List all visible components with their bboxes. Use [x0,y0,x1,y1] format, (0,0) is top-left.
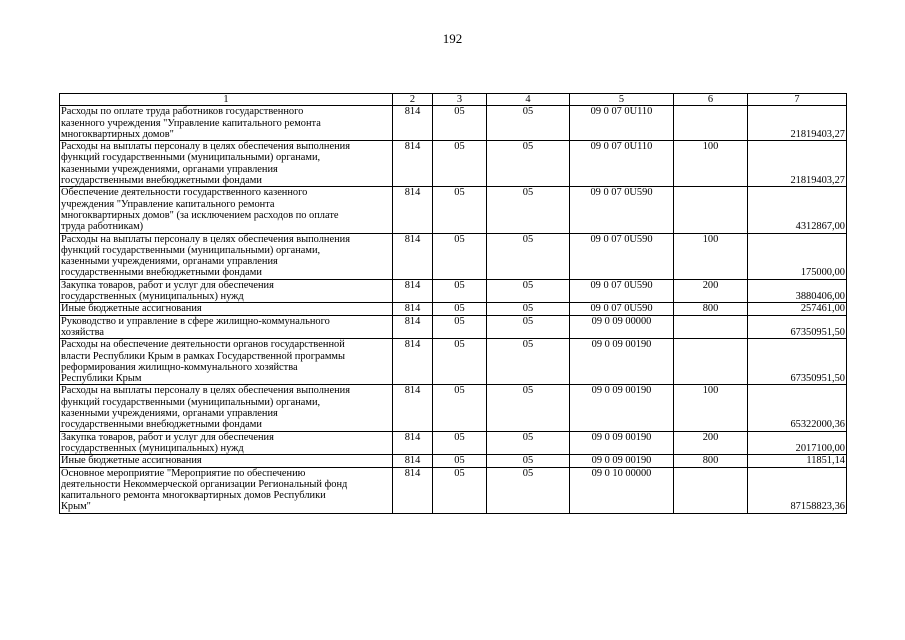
cell-expense-type: 200 [674,279,748,303]
cell-admin-code: 814 [393,467,433,513]
description-line: труда работникам) [61,221,144,233]
cell-expense-type: 100 [674,385,748,431]
header-cell-5: 5 [570,94,674,106]
cell-section: 05 [433,141,487,187]
description-line: казенного учреждения "Управление капитального ремонта [61,117,321,129]
cell-subsection: 05 [487,141,570,187]
cell-admin-code: 814 [393,315,433,339]
cell-admin-code: 814 [393,431,433,455]
table-row [60,106,847,141]
description-line: функций государственными (муниципальными) органами, [61,152,321,164]
cell-target-article: 09 0 09 00190 [570,339,674,385]
cell-description [60,431,393,455]
header-cell-2: 2 [393,94,433,106]
cell-target-article: 09 0 09 00000 [570,315,674,339]
header-cell-1: 1 [60,94,393,106]
table-row [60,431,847,455]
cell-section: 05 [433,187,487,233]
description-line: Обеспечение деятельности государственного казенного [61,187,308,199]
cell-subsection: 05 [487,339,570,385]
header-cell-6: 6 [674,94,748,106]
cell-admin-code: 814 [393,339,433,385]
description-line: государственными внебюджетными фондами [61,175,262,187]
description-line: капитального ремонта многоквартирных домов Республики [61,490,326,502]
cell-amount: 65322000,36 [748,385,847,431]
description-line: государственных (муниципальных) нужд [61,291,244,303]
cell-admin-code: 814 [393,303,433,315]
cell-description [60,303,393,315]
description-line: Расходы на выплаты персоналу в целях обеспечения выполнения [61,141,350,153]
cell-expense-type [674,315,748,339]
cell-section: 05 [433,233,487,279]
cell-expense-type [674,339,748,385]
cell-amount: 67350951,50 [748,315,847,339]
cell-amount: 67350951,50 [748,339,847,385]
cell-expense-type: 100 [674,233,748,279]
cell-expense-type [674,187,748,233]
cell-description [60,315,393,339]
cell-target-article: 09 0 09 00190 [570,431,674,455]
cell-expense-type [674,467,748,513]
table-row [60,279,847,303]
description-line: Расходы на обеспечение деятельности органов государственной [61,339,345,351]
description-line: Закупка товаров, работ и услуг для обеспечения [61,431,274,443]
cell-amount: 87158823,36 [748,467,847,513]
description-line: Республики Крым [61,373,142,385]
description-line: функций государственными (муниципальными) органами, [61,396,321,408]
cell-amount: 175000,00 [748,233,847,279]
budget-table [59,93,847,514]
description-line: функций государственными (муниципальными) органами, [61,244,321,256]
table-row [60,339,847,385]
table-row [60,141,847,187]
cell-target-article: 09 0 07 0U110 [570,106,674,141]
table-row [60,187,847,233]
cell-amount: 21819403,27 [748,106,847,141]
description-line: власти Республики Крым в рамках Государственной программы [61,350,345,362]
cell-description [60,467,393,513]
cell-amount: 3880406,00 [748,279,847,303]
header-cell-3: 3 [433,94,487,106]
description-line: казенными учреждениями, органами управления [61,163,278,175]
cell-admin-code: 814 [393,279,433,303]
cell-subsection: 05 [487,233,570,279]
cell-subsection: 05 [487,467,570,513]
cell-section: 05 [433,455,487,467]
cell-description [60,339,393,385]
cell-subsection: 05 [487,385,570,431]
description-line: Закупка товаров, работ и услуг для обеспечения [61,279,274,291]
description-line: хозяйства [61,326,104,338]
cell-description [60,187,393,233]
cell-admin-code: 814 [393,187,433,233]
cell-expense-type: 800 [674,455,748,467]
cell-expense-type: 100 [674,141,748,187]
cell-admin-code: 814 [393,106,433,141]
description-line: Расходы на выплаты персоналу в целях обеспечения выполнения [61,233,350,245]
cell-amount: 11851,14 [748,455,847,467]
cell-description [60,279,393,303]
cell-section: 05 [433,315,487,339]
header-cell-4: 4 [487,94,570,106]
cell-target-article: 09 0 10 00000 [570,467,674,513]
description-line: казенными учреждениями, органами управления [61,408,278,420]
cell-expense-type [674,106,748,141]
description-line: казенными учреждениями, органами управления [61,256,278,268]
header-row [60,94,847,106]
description-line: многоквартирных домов" (за исключением расходов по оплате [61,209,339,221]
cell-section: 05 [433,431,487,455]
table-row [60,315,847,339]
description-line: государственных (муниципальных) нужд [61,442,244,454]
cell-amount: 257461,00 [748,303,847,315]
cell-expense-type: 800 [674,303,748,315]
cell-section: 05 [433,279,487,303]
cell-description [60,233,393,279]
header-cell-7: 7 [748,94,847,106]
table-row [60,455,847,467]
description-line: Иные бюджетные ассигнования [61,303,202,315]
table-row [60,385,847,431]
description-line: Основное мероприятие "Мероприятие по обеспечению [61,467,306,479]
cell-target-article: 09 0 07 0U110 [570,141,674,187]
cell-subsection: 05 [487,315,570,339]
cell-admin-code: 814 [393,141,433,187]
cell-target-article: 09 0 09 00190 [570,385,674,431]
cell-subsection: 05 [487,187,570,233]
cell-amount: 21819403,27 [748,141,847,187]
description-line: государственными внебюджетными фондами [61,267,262,279]
cell-section: 05 [433,467,487,513]
cell-target-article: 09 0 09 00190 [570,455,674,467]
table-row [60,467,847,513]
cell-section: 05 [433,106,487,141]
cell-target-article: 09 0 07 0U590 [570,303,674,315]
cell-admin-code: 814 [393,385,433,431]
page-number: 192 [442,31,463,46]
cell-description [60,385,393,431]
table-row [60,233,847,279]
cell-amount: 2017100,00 [748,431,847,455]
cell-section: 05 [433,339,487,385]
cell-description [60,141,393,187]
description-line: государственными внебюджетными фондами [61,419,262,431]
description-line: Расходы на выплаты персоналу в целях обеспечения выполнения [61,385,350,397]
description-line: Крым" [61,501,91,513]
description-line: деятельности Некоммерческой организации Региональный фонд [61,478,348,490]
description-line: Руководство и управление в сфере жилищно-коммунального [61,315,330,327]
description-line: многоквартирных домов" [61,128,174,140]
cell-section: 05 [433,303,487,315]
cell-admin-code: 814 [393,233,433,279]
cell-subsection: 05 [487,303,570,315]
cell-subsection: 05 [487,106,570,141]
cell-target-article: 09 0 07 0U590 [570,279,674,303]
cell-admin-code: 814 [393,455,433,467]
cell-subsection: 05 [487,279,570,303]
description-line: реформирования жилищно-коммунального хозяйства [61,361,298,373]
cell-subsection: 05 [487,431,570,455]
cell-expense-type: 200 [674,431,748,455]
cell-section: 05 [433,385,487,431]
cell-description [60,455,393,467]
cell-description [60,106,393,141]
description-line: Расходы по оплате труда работников государственного [61,106,304,118]
cell-subsection: 05 [487,455,570,467]
table-row [60,303,847,315]
description-line: Иные бюджетные ассигнования [61,455,202,467]
description-line: учреждения "Управление капитального ремонта [61,198,275,210]
cell-target-article: 09 0 07 0U590 [570,187,674,233]
cell-target-article: 09 0 07 0U590 [570,233,674,279]
cell-amount: 4312867,00 [748,187,847,233]
